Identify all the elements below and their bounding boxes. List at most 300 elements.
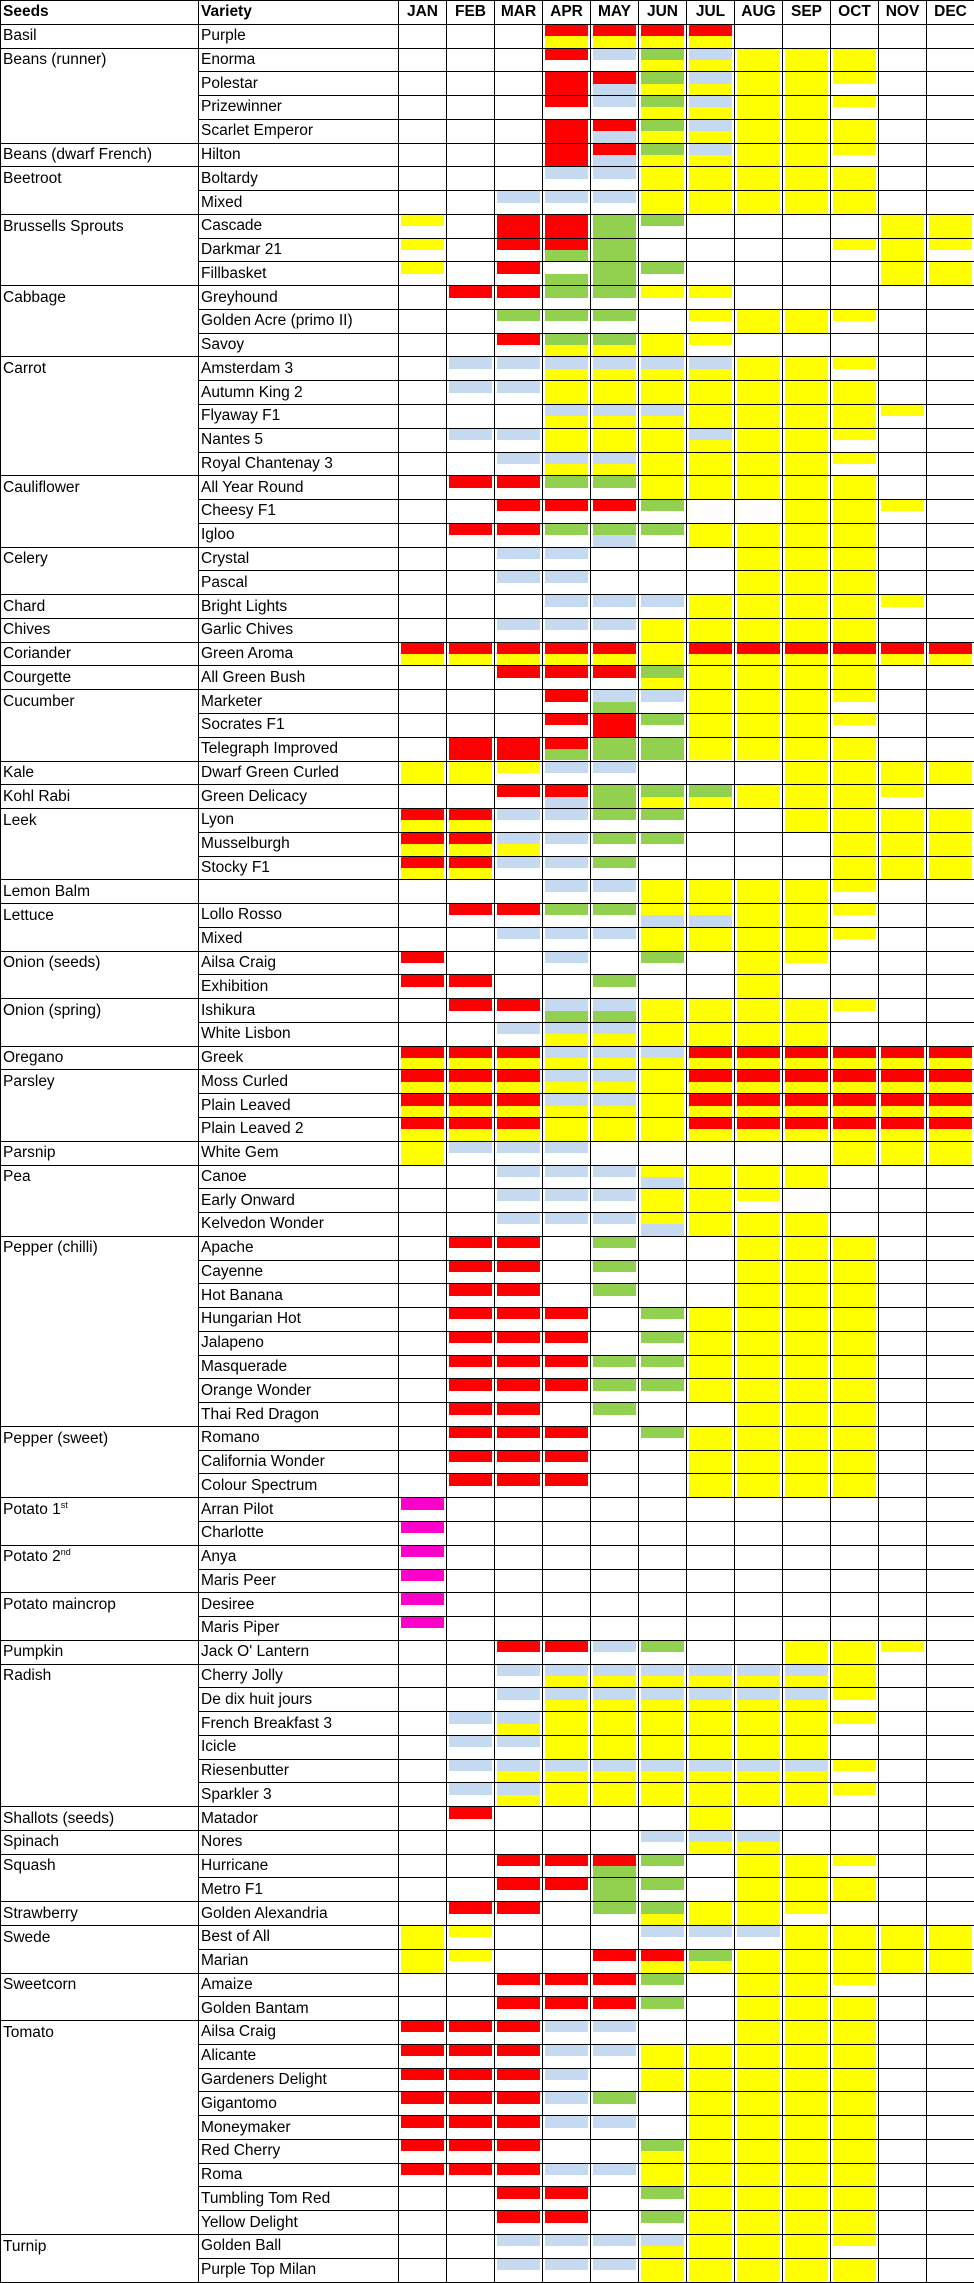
month-cell-jul[interactable] (687, 333, 735, 357)
month-cell-jun[interactable] (639, 1450, 687, 1474)
month-cell-jul[interactable] (687, 737, 735, 761)
seed-cell-empty[interactable] (1, 1735, 199, 1759)
seed-name[interactable] (1, 2021, 199, 2045)
month-cell-sep[interactable] (783, 1640, 831, 1664)
month-cell-sep[interactable] (783, 1450, 831, 1474)
month-cell-feb[interactable] (447, 2211, 495, 2235)
month-cell-mar[interactable] (495, 381, 543, 405)
month-cell-aug[interactable] (735, 1902, 783, 1926)
variety-name[interactable]: Golden Alexandria (199, 1902, 399, 1926)
month-cell-may[interactable] (591, 1997, 639, 2021)
month-cell-mar[interactable] (495, 1522, 543, 1546)
month-cell-apr[interactable] (543, 2211, 591, 2235)
month-cell-dec[interactable] (927, 1759, 974, 1783)
month-cell-dec[interactable] (927, 191, 974, 215)
month-cell-dec[interactable] (927, 2068, 974, 2092)
month-cell-mar[interactable] (495, 1664, 543, 1688)
variety-name[interactable]: Greyhound (199, 286, 399, 310)
month-cell-aug[interactable] (735, 927, 783, 951)
month-cell-sep[interactable] (783, 785, 831, 809)
month-cell-mar[interactable] (495, 143, 543, 167)
month-cell-feb[interactable] (447, 785, 495, 809)
month-cell-may[interactable] (591, 1094, 639, 1118)
month-cell-jan[interactable] (399, 2044, 447, 2068)
month-cell-jul[interactable] (687, 1141, 735, 1165)
month-cell-may[interactable] (591, 2044, 639, 2068)
month-cell-apr[interactable] (543, 1688, 591, 1712)
month-cell-jun[interactable] (639, 1640, 687, 1664)
month-cell-mar[interactable] (495, 1379, 543, 1403)
month-cell-oct[interactable] (831, 357, 879, 381)
month-cell-jan[interactable] (399, 1498, 447, 1522)
month-cell-jun[interactable] (639, 2163, 687, 2187)
month-cell-oct[interactable] (831, 1331, 879, 1355)
month-cell-nov[interactable] (879, 428, 927, 452)
month-cell-oct[interactable] (831, 2187, 879, 2211)
month-cell-apr[interactable] (543, 1450, 591, 1474)
month-cell-jul[interactable] (687, 1308, 735, 1332)
seed-cell-empty[interactable] (1, 1783, 199, 1807)
month-cell-jul[interactable] (687, 1878, 735, 1902)
variety-name[interactable]: Golden Bantam (199, 1997, 399, 2021)
month-cell-apr[interactable] (543, 523, 591, 547)
month-cell-mar[interactable] (495, 1308, 543, 1332)
month-cell-jan[interactable] (399, 1474, 447, 1498)
month-cell-apr[interactable] (543, 167, 591, 191)
month-cell-mar[interactable] (495, 1949, 543, 1973)
month-cell-mar[interactable] (495, 880, 543, 904)
month-cell-oct[interactable] (831, 1141, 879, 1165)
month-cell-jan[interactable] (399, 571, 447, 595)
month-cell-jul[interactable] (687, 2187, 735, 2211)
month-cell-mar[interactable] (495, 785, 543, 809)
month-cell-nov[interactable] (879, 1926, 927, 1950)
month-cell-jun[interactable] (639, 1807, 687, 1831)
month-cell-oct[interactable] (831, 904, 879, 928)
month-cell-aug[interactable] (735, 333, 783, 357)
month-cell-aug[interactable] (735, 72, 783, 96)
seed-cell-empty[interactable] (1, 500, 199, 524)
month-cell-feb[interactable] (447, 1664, 495, 1688)
month-cell-oct[interactable] (831, 785, 879, 809)
month-cell-jun[interactable] (639, 214, 687, 238)
month-cell-dec[interactable] (927, 1308, 974, 1332)
month-cell-aug[interactable] (735, 1117, 783, 1141)
month-cell-apr[interactable] (543, 1403, 591, 1427)
month-cell-feb[interactable] (447, 143, 495, 167)
month-cell-mar[interactable] (495, 809, 543, 833)
month-cell-mar[interactable] (495, 333, 543, 357)
month-cell-jul[interactable] (687, 975, 735, 999)
month-cell-aug[interactable] (735, 1997, 783, 2021)
month-cell-feb[interactable] (447, 167, 495, 191)
month-cell-jan[interactable] (399, 72, 447, 96)
month-cell-feb[interactable] (447, 1213, 495, 1237)
month-cell-oct[interactable] (831, 2044, 879, 2068)
variety-name[interactable]: Royal Chantenay 3 (199, 452, 399, 476)
month-cell-sep[interactable] (783, 2187, 831, 2211)
month-cell-oct[interactable] (831, 1046, 879, 1070)
month-cell-nov[interactable] (879, 2021, 927, 2045)
month-cell-jan[interactable] (399, 96, 447, 120)
month-cell-aug[interactable] (735, 1498, 783, 1522)
month-cell-oct[interactable] (831, 2068, 879, 2092)
month-cell-nov[interactable] (879, 927, 927, 951)
variety-name[interactable]: Dwarf Green Curled (199, 761, 399, 785)
month-cell-aug[interactable] (735, 1260, 783, 1284)
seed-cell-empty[interactable] (1, 405, 199, 429)
month-cell-apr[interactable] (543, 428, 591, 452)
month-cell-sep[interactable] (783, 48, 831, 72)
month-cell-dec[interactable] (927, 2211, 974, 2235)
month-cell-oct[interactable] (831, 1236, 879, 1260)
month-cell-oct[interactable] (831, 1522, 879, 1546)
month-cell-jul[interactable] (687, 713, 735, 737)
month-cell-apr[interactable] (543, 1617, 591, 1641)
month-cell-oct[interactable] (831, 1569, 879, 1593)
month-cell-jun[interactable] (639, 96, 687, 120)
month-cell-may[interactable] (591, 1593, 639, 1617)
variety-name[interactable]: Icicle (199, 1735, 399, 1759)
variety-name[interactable]: Maris Peer (199, 1569, 399, 1593)
month-cell-jan[interactable] (399, 48, 447, 72)
month-cell-aug[interactable] (735, 286, 783, 310)
month-cell-oct[interactable] (831, 832, 879, 856)
month-cell-oct[interactable] (831, 1260, 879, 1284)
month-cell-dec[interactable] (927, 1854, 974, 1878)
month-cell-jan[interactable] (399, 428, 447, 452)
month-cell-mar[interactable] (495, 1973, 543, 1997)
month-cell-may[interactable] (591, 2068, 639, 2092)
month-cell-jun[interactable] (639, 571, 687, 595)
month-cell-sep[interactable] (783, 856, 831, 880)
month-cell-mar[interactable] (495, 547, 543, 571)
month-cell-jul[interactable] (687, 1640, 735, 1664)
variety-name[interactable]: Greek (199, 1046, 399, 1070)
month-cell-mar[interactable] (495, 1640, 543, 1664)
month-cell-nov[interactable] (879, 1403, 927, 1427)
month-cell-jan[interactable] (399, 1450, 447, 1474)
seed-name[interactable] (1, 1664, 199, 1688)
seed-cell-empty[interactable] (1, 1308, 199, 1332)
month-cell-dec[interactable] (927, 1403, 974, 1427)
month-cell-oct[interactable] (831, 1545, 879, 1569)
month-cell-aug[interactable] (735, 666, 783, 690)
month-cell-nov[interactable] (879, 309, 927, 333)
month-cell-nov[interactable] (879, 1593, 927, 1617)
month-cell-dec[interactable] (927, 904, 974, 928)
month-cell-may[interactable] (591, 191, 639, 215)
seed-name[interactable] (1, 476, 199, 500)
month-cell-nov[interactable] (879, 2139, 927, 2163)
month-cell-jun[interactable] (639, 167, 687, 191)
month-cell-nov[interactable] (879, 1902, 927, 1926)
month-cell-may[interactable] (591, 1664, 639, 1688)
month-cell-dec[interactable] (927, 1070, 974, 1094)
month-cell-aug[interactable] (735, 880, 783, 904)
month-cell-may[interactable] (591, 1165, 639, 1189)
month-cell-nov[interactable] (879, 1712, 927, 1736)
month-cell-feb[interactable] (447, 1236, 495, 1260)
month-cell-dec[interactable] (927, 72, 974, 96)
month-cell-dec[interactable] (927, 48, 974, 72)
month-cell-jun[interactable] (639, 1022, 687, 1046)
month-cell-oct[interactable] (831, 1213, 879, 1237)
month-cell-oct[interactable] (831, 2258, 879, 2282)
month-cell-feb[interactable] (447, 595, 495, 619)
month-cell-jun[interactable] (639, 262, 687, 286)
month-cell-mar[interactable] (495, 2258, 543, 2282)
month-cell-mar[interactable] (495, 357, 543, 381)
month-cell-jul[interactable] (687, 167, 735, 191)
month-cell-jun[interactable] (639, 1902, 687, 1926)
month-cell-may[interactable] (591, 999, 639, 1023)
month-cell-jul[interactable] (687, 2044, 735, 2068)
month-cell-mar[interactable] (495, 951, 543, 975)
month-cell-jun[interactable] (639, 1070, 687, 1094)
month-cell-nov[interactable] (879, 1450, 927, 1474)
month-cell-sep[interactable] (783, 24, 831, 48)
month-cell-jan[interactable] (399, 1094, 447, 1118)
month-cell-sep[interactable] (783, 1426, 831, 1450)
seed-name[interactable] (1, 143, 199, 167)
month-cell-nov[interactable] (879, 357, 927, 381)
month-cell-apr[interactable] (543, 713, 591, 737)
month-cell-jan[interactable] (399, 547, 447, 571)
month-cell-sep[interactable] (783, 1783, 831, 1807)
month-cell-jun[interactable] (639, 904, 687, 928)
month-cell-oct[interactable] (831, 856, 879, 880)
month-cell-apr[interactable] (543, 500, 591, 524)
month-cell-aug[interactable] (735, 2068, 783, 2092)
month-cell-aug[interactable] (735, 1308, 783, 1332)
month-cell-apr[interactable] (543, 1070, 591, 1094)
month-cell-sep[interactable] (783, 1522, 831, 1546)
month-cell-jun[interactable] (639, 2044, 687, 2068)
month-cell-jun[interactable] (639, 1474, 687, 1498)
month-cell-aug[interactable] (735, 1854, 783, 1878)
month-cell-oct[interactable] (831, 1593, 879, 1617)
month-cell-oct[interactable] (831, 1926, 879, 1950)
month-cell-feb[interactable] (447, 1712, 495, 1736)
month-cell-nov[interactable] (879, 1640, 927, 1664)
month-cell-sep[interactable] (783, 1830, 831, 1854)
month-cell-may[interactable] (591, 214, 639, 238)
month-header-sep[interactable]: SEP (783, 1, 831, 25)
month-cell-jan[interactable] (399, 2116, 447, 2140)
month-header-aug[interactable]: AUG (735, 1, 783, 25)
month-cell-jun[interactable] (639, 1973, 687, 1997)
month-cell-oct[interactable] (831, 119, 879, 143)
month-cell-dec[interactable] (927, 737, 974, 761)
seed-name[interactable] (1, 547, 199, 571)
month-cell-jul[interactable] (687, 1403, 735, 1427)
month-cell-jun[interactable] (639, 238, 687, 262)
month-cell-sep[interactable] (783, 1046, 831, 1070)
month-cell-feb[interactable] (447, 999, 495, 1023)
month-cell-apr[interactable] (543, 2092, 591, 2116)
month-cell-nov[interactable] (879, 1141, 927, 1165)
month-cell-aug[interactable] (735, 1926, 783, 1950)
month-header-nov[interactable]: NOV (879, 1, 927, 25)
month-cell-nov[interactable] (879, 1783, 927, 1807)
month-cell-jul[interactable] (687, 880, 735, 904)
month-cell-aug[interactable] (735, 1664, 783, 1688)
month-cell-oct[interactable] (831, 1450, 879, 1474)
month-cell-jul[interactable] (687, 1593, 735, 1617)
variety-name[interactable]: De dix huit jours (199, 1688, 399, 1712)
month-cell-may[interactable] (591, 2234, 639, 2258)
month-cell-may[interactable] (591, 1284, 639, 1308)
month-cell-feb[interactable] (447, 309, 495, 333)
month-cell-jan[interactable] (399, 1189, 447, 1213)
month-cell-dec[interactable] (927, 1355, 974, 1379)
month-cell-may[interactable] (591, 618, 639, 642)
month-cell-mar[interactable] (495, 1022, 543, 1046)
month-cell-mar[interactable] (495, 1403, 543, 1427)
month-cell-jul[interactable] (687, 1926, 735, 1950)
month-cell-may[interactable] (591, 809, 639, 833)
month-cell-jul[interactable] (687, 1189, 735, 1213)
month-cell-aug[interactable] (735, 96, 783, 120)
month-cell-mar[interactable] (495, 1593, 543, 1617)
month-cell-aug[interactable] (735, 48, 783, 72)
month-cell-mar[interactable] (495, 1450, 543, 1474)
month-cell-dec[interactable] (927, 1593, 974, 1617)
month-cell-nov[interactable] (879, 1949, 927, 1973)
month-cell-may[interactable] (591, 262, 639, 286)
month-cell-feb[interactable] (447, 1474, 495, 1498)
month-cell-aug[interactable] (735, 309, 783, 333)
variety-name[interactable]: Jack O' Lantern (199, 1640, 399, 1664)
month-cell-may[interactable] (591, 357, 639, 381)
month-cell-mar[interactable] (495, 2234, 543, 2258)
month-cell-sep[interactable] (783, 1474, 831, 1498)
month-cell-sep[interactable] (783, 571, 831, 595)
month-cell-apr[interactable] (543, 547, 591, 571)
month-cell-jul[interactable] (687, 1355, 735, 1379)
month-cell-oct[interactable] (831, 2163, 879, 2187)
month-cell-nov[interactable] (879, 96, 927, 120)
month-cell-jan[interactable] (399, 785, 447, 809)
month-cell-sep[interactable] (783, 476, 831, 500)
month-cell-may[interactable] (591, 2021, 639, 2045)
month-cell-nov[interactable] (879, 48, 927, 72)
month-cell-nov[interactable] (879, 2211, 927, 2235)
month-cell-mar[interactable] (495, 927, 543, 951)
month-cell-jun[interactable] (639, 119, 687, 143)
seed-cell-empty[interactable] (1, 1712, 199, 1736)
month-cell-dec[interactable] (927, 1688, 974, 1712)
month-cell-jul[interactable] (687, 1973, 735, 1997)
month-cell-feb[interactable] (447, 1522, 495, 1546)
month-cell-sep[interactable] (783, 2021, 831, 2045)
month-cell-jan[interactable] (399, 1331, 447, 1355)
month-cell-jun[interactable] (639, 1759, 687, 1783)
month-header-oct[interactable]: OCT (831, 1, 879, 25)
month-cell-jun[interactable] (639, 2068, 687, 2092)
variety-name[interactable]: Mixed (199, 191, 399, 215)
variety-name[interactable]: Cayenne (199, 1260, 399, 1284)
month-cell-sep[interactable] (783, 832, 831, 856)
month-cell-dec[interactable] (927, 880, 974, 904)
month-cell-jun[interactable] (639, 1236, 687, 1260)
month-cell-jun[interactable] (639, 642, 687, 666)
month-cell-jul[interactable] (687, 1830, 735, 1854)
month-cell-jul[interactable] (687, 642, 735, 666)
month-cell-jun[interactable] (639, 1141, 687, 1165)
month-cell-dec[interactable] (927, 357, 974, 381)
month-cell-may[interactable] (591, 1522, 639, 1546)
month-cell-mar[interactable] (495, 904, 543, 928)
month-cell-jul[interactable] (687, 2163, 735, 2187)
month-cell-mar[interactable] (495, 286, 543, 310)
month-cell-jan[interactable] (399, 1664, 447, 1688)
month-cell-aug[interactable] (735, 119, 783, 143)
month-cell-may[interactable] (591, 1474, 639, 1498)
month-cell-oct[interactable] (831, 1902, 879, 1926)
month-cell-aug[interactable] (735, 1949, 783, 1973)
month-cell-aug[interactable] (735, 618, 783, 642)
seed-cell-empty[interactable] (1, 119, 199, 143)
month-cell-mar[interactable] (495, 1498, 543, 1522)
month-cell-jun[interactable] (639, 1522, 687, 1546)
month-cell-sep[interactable] (783, 381, 831, 405)
seed-cell-empty[interactable] (1, 1759, 199, 1783)
month-cell-oct[interactable] (831, 1308, 879, 1332)
month-cell-apr[interactable] (543, 2234, 591, 2258)
month-cell-jan[interactable] (399, 238, 447, 262)
month-header-may[interactable]: MAY (591, 1, 639, 25)
month-cell-oct[interactable] (831, 1854, 879, 1878)
month-cell-apr[interactable] (543, 2258, 591, 2282)
month-cell-aug[interactable] (735, 523, 783, 547)
month-cell-nov[interactable] (879, 523, 927, 547)
month-cell-dec[interactable] (927, 1426, 974, 1450)
month-cell-may[interactable] (591, 1854, 639, 1878)
month-cell-feb[interactable] (447, 1854, 495, 1878)
month-cell-aug[interactable] (735, 2211, 783, 2235)
month-header-dec[interactable]: DEC (927, 1, 974, 25)
month-cell-aug[interactable] (735, 1426, 783, 1450)
month-cell-aug[interactable] (735, 642, 783, 666)
month-cell-aug[interactable] (735, 832, 783, 856)
month-cell-sep[interactable] (783, 1213, 831, 1237)
month-cell-oct[interactable] (831, 1997, 879, 2021)
month-cell-aug[interactable] (735, 737, 783, 761)
variety-name[interactable]: French Breakfast 3 (199, 1712, 399, 1736)
month-cell-nov[interactable] (879, 1284, 927, 1308)
month-cell-apr[interactable] (543, 2044, 591, 2068)
month-cell-jun[interactable] (639, 618, 687, 642)
month-cell-mar[interactable] (495, 1712, 543, 1736)
month-cell-jan[interactable] (399, 2258, 447, 2282)
month-cell-apr[interactable] (543, 856, 591, 880)
month-cell-may[interactable] (591, 1712, 639, 1736)
month-cell-jul[interactable] (687, 1854, 735, 1878)
seed-name[interactable] (1, 1046, 199, 1070)
month-cell-may[interactable] (591, 476, 639, 500)
month-cell-apr[interactable] (543, 2068, 591, 2092)
month-cell-aug[interactable] (735, 167, 783, 191)
month-cell-nov[interactable] (879, 1117, 927, 1141)
month-cell-oct[interactable] (831, 48, 879, 72)
month-cell-oct[interactable] (831, 381, 879, 405)
month-cell-jul[interactable] (687, 143, 735, 167)
month-cell-jun[interactable] (639, 927, 687, 951)
month-cell-may[interactable] (591, 666, 639, 690)
month-cell-oct[interactable] (831, 452, 879, 476)
